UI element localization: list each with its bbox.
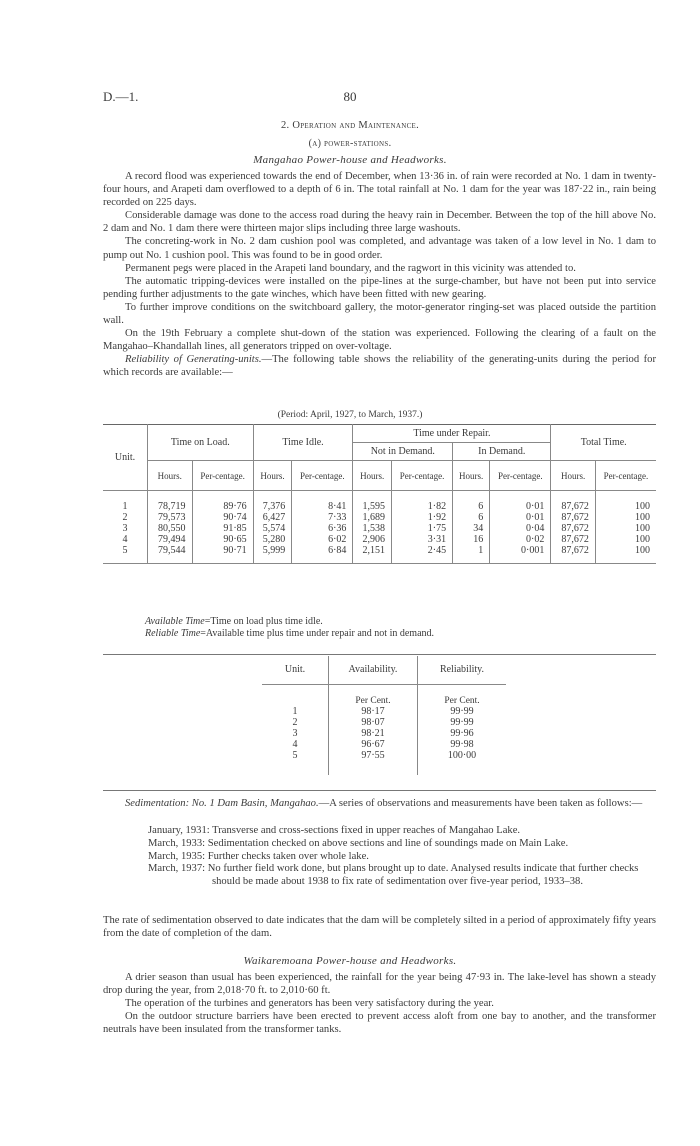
table-cell: 6 (453, 512, 490, 523)
table-cell: 78,719 (148, 501, 193, 512)
table-cell: 5,280 (253, 534, 292, 545)
table-cell: 6,427 (253, 512, 292, 523)
availability-table (262, 656, 506, 775)
mangahao-heading: Mangahao Power-house and Headworks. (253, 154, 447, 166)
page-number: 80 (343, 89, 357, 104)
table-cell: 4 (292, 739, 298, 750)
col-header-hours: Hours. (453, 461, 490, 491)
table-cell: 87,672 (551, 534, 596, 545)
paragraph: On the outdoor structure barriers have been erected to prevent access aloft from one bay to another, and the transformer neutrals have been insulated from the transformer tanks. (103, 1011, 656, 1036)
col-header-in-demand: In Demand. (453, 443, 551, 461)
col-header-under-repair: Time under Repair. (353, 425, 551, 443)
sedimentation-conclusion (103, 914, 656, 940)
list-item: March, 1933: Sedimentation checked on above sections and line of soundings made on Main Lake. (148, 837, 569, 849)
col-header-total-time: Total Time. (551, 425, 656, 461)
definition-available (145, 616, 434, 628)
sedimentation-intro (103, 797, 656, 810)
section-title: 2. Operation and Maintenance. (280, 120, 420, 131)
table-cell: 6·84 (292, 545, 353, 556)
col-header-reliability: Reliability. (418, 656, 507, 684)
table-cell: 1 (122, 500, 128, 512)
table-cell: 6·36 (292, 523, 353, 534)
table-cell: 3 (292, 728, 298, 739)
table-cell: 1,595 (353, 501, 392, 512)
table-cell: 99·99 (418, 706, 507, 717)
table-cell: 79,573 (148, 512, 193, 523)
table-cell: 8·41 (292, 501, 353, 512)
table-cell: 1·92 (391, 512, 452, 523)
table-row (103, 534, 656, 545)
table-cell: 87,672 (551, 512, 596, 523)
table-cell: 87,672 (551, 545, 596, 556)
table-row (262, 739, 506, 750)
col-header-hours: Hours. (353, 461, 392, 491)
table-cell: 7,376 (253, 501, 292, 512)
col-header-not-in-demand: Not in Demand. (353, 443, 453, 461)
table-cell: 99·96 (418, 728, 507, 739)
col-header-hours: Hours. (551, 461, 596, 491)
paragraph: The concreting-work in No. 2 dam cushion pool was completed, and advantage was taken of a low level in No. 1 dam to pump out No. 1 cushion pool. This was found to be in good order. (103, 236, 656, 261)
sedimentation-text: —A series of observations and measurements have been taken as follows:— (318, 798, 643, 809)
def-available: =Time on load plus time idle. (204, 616, 323, 627)
table-row (262, 717, 506, 728)
table-cell: 0·04 (490, 523, 551, 534)
table-row (103, 523, 656, 534)
paragraph: To further improve conditions on the switchboard gallery, the motor-generator ringing-set was placed outside the partition wall. (103, 301, 656, 327)
table-cell: 100 (595, 523, 656, 534)
reliability-lead: Reliability of Generating-units. (125, 354, 262, 366)
paragraph: A drier season than usual has been experienced, the rainfall for the year being 47·93 in. The lake-level has shown a steady drop during the year, from 2,018·70 ft. to 2,010·60 ft. (103, 972, 656, 997)
col-header-unit: Unit. (284, 664, 306, 676)
term-reliable: Reliable Time (145, 628, 201, 639)
list-item: March, 1935: Further checks taken over whole lake. (148, 850, 369, 862)
table-cell: 100 (595, 534, 656, 545)
table-cell: 3 (122, 522, 128, 534)
table-cell: 34 (453, 523, 490, 534)
col-header-percentage: Per-centage. (292, 461, 353, 491)
table-cell: 91·85 (192, 523, 253, 534)
col-header-time-on-load: Time on Load. (148, 425, 254, 461)
sedimentation-list (148, 825, 656, 889)
reliability-table (103, 424, 656, 564)
table-cell: 87,672 (551, 501, 596, 512)
subsection-title: (a) power-stations. (308, 138, 392, 149)
table-cell: 100 (595, 545, 656, 556)
table-cell: 0·01 (490, 501, 551, 512)
table-cell: 89·76 (192, 501, 253, 512)
table-cell: 100·00 (418, 750, 507, 761)
paragraph: The automatic tripping-devices were installed on the pipe-lines at the surge-chamber, but have not been put into service pending further adjustments to the gate winches, which have been fitted with new gearing. (103, 275, 656, 300)
waikaremoana-heading: Waikaremoana Power-house and Headworks. (243, 955, 457, 967)
table2-top-rule (103, 654, 656, 655)
table-cell: 3·31 (391, 534, 452, 545)
col-header-percentage: Per-centage. (490, 461, 551, 491)
paragraph: Permanent pegs were placed in the Arapeti land boundary, and the ragwort in this vicinity was attended to. (125, 262, 576, 274)
table-cell: 6 (453, 501, 490, 512)
list-item: January, 1931: Transverse and cross-sections fixed in upper reaches of Mangahao Lake. (148, 825, 521, 836)
unit-percent: Per Cent. (329, 684, 418, 706)
col-header-time-idle: Time Idle. (253, 425, 353, 461)
list-item: March, 1937: No further field work done, but plans brought up to date. Analysed results indicate that further checks should be made about 1938 to fix rate of sedimentation over five-year period, 1933–38. (148, 863, 639, 888)
table-cell: 2·45 (391, 545, 452, 556)
table-cell: 5,999 (253, 545, 292, 556)
table-cell: 1·75 (391, 523, 452, 534)
table-cell: 2 (122, 511, 128, 523)
table-cell: 96·67 (329, 739, 418, 750)
document-code: D.—1. (103, 89, 139, 104)
table-cell: 79,494 (148, 534, 193, 545)
table-cell: 0·001 (490, 545, 551, 556)
table-cell: 99·98 (418, 739, 507, 750)
table-cell: 1·82 (391, 501, 452, 512)
table-cell: 97·55 (329, 750, 418, 761)
table-cell: 1,689 (353, 512, 392, 523)
table-row (103, 512, 656, 523)
def-reliable: =Available time plus time under repair and not in demand. (200, 628, 435, 639)
table-cell: 2 (292, 717, 298, 728)
table-cell: 16 (453, 534, 490, 545)
table2-bottom-rule (103, 790, 656, 791)
table-row (262, 750, 506, 761)
table-cell: 99·99 (418, 717, 507, 728)
table-cell: 2,906 (353, 534, 392, 545)
paragraph: On the 19th February a complete shut-down of the station was experienced. Following the clearing of a fault on the Mangahao–Khandallah lines, all generators tripped on over-voltage. (103, 328, 656, 353)
sedimentation-lead: Sedimentation: No. 1 Dam Basin, Mangahao. (125, 798, 319, 809)
table-cell: 98·17 (329, 706, 418, 717)
table-cell: 90·74 (192, 512, 253, 523)
mangahao-text (103, 170, 656, 380)
definitions (145, 616, 434, 640)
table-row (262, 728, 506, 739)
table-cell: 4 (122, 533, 128, 545)
table-cell: 100 (595, 512, 656, 523)
unit-percent: Per Cent. (418, 684, 507, 706)
table-cell: 1 (292, 706, 298, 717)
col-header-percentage: Per-centage. (595, 461, 656, 491)
table-cell: 1,538 (353, 523, 392, 534)
availability-table-body (262, 706, 506, 761)
col-header-hours: Hours. (148, 461, 193, 491)
col-header-availability: Availability. (329, 656, 418, 684)
col-header-unit: Unit. (103, 425, 148, 491)
table-cell: 2,151 (353, 545, 392, 556)
col-header-percentage: Per-centage. (391, 461, 452, 491)
table-row (262, 706, 506, 717)
table-cell: 5 (292, 750, 298, 761)
term-available: Available Time (145, 616, 205, 627)
table-cell: 6·02 (292, 534, 353, 545)
period-caption: (Period: April, 1927, to March, 1937.) (277, 410, 423, 420)
paragraph: A record flood was experienced towards the end of December, when 13·36 in. of rain were recorded at No. 1 dam in twenty-four hours, and Arapeti dam overflowed to a depth of 6 in. The total rainfall at No. 1 dam for the year was 187·22 in., rain being recorded on 225 days. (103, 171, 656, 209)
table-cell: 1 (453, 545, 490, 556)
paragraph: Considerable damage was done to the access road during the heavy rain in December. Between the top of the hill above No. 2 dam and No. 1 dam there were thirteen major slips including three large washouts. (103, 210, 656, 235)
table-cell: 0·01 (490, 512, 551, 523)
col-header-percentage: Per-centage. (192, 461, 253, 491)
table-cell: 7·33 (292, 512, 353, 523)
table-row (103, 545, 656, 556)
table-cell: 98·07 (329, 717, 418, 728)
waikaremoana-text (103, 971, 656, 1036)
reliability-table-body (103, 501, 656, 556)
table-cell: 90·65 (192, 534, 253, 545)
paragraph: The operation of the turbines and generators has been very satisfactory during the year. (125, 998, 494, 1010)
table-cell: 0·02 (490, 534, 551, 545)
table-cell: 5 (122, 544, 128, 556)
table-cell: 100 (595, 501, 656, 512)
table-cell: 98·21 (329, 728, 418, 739)
definition-reliable (145, 628, 434, 640)
table-cell: 87,672 (551, 523, 596, 534)
table-cell: 90·71 (192, 545, 253, 556)
paragraph: The rate of sedimentation observed to date indicates that the dam will be completely silted in a period of approximately fifty years from the date of completion of the dam. (103, 915, 656, 940)
table-cell: 5,574 (253, 523, 292, 534)
col-header-hours: Hours. (253, 461, 292, 491)
table-cell: 80,550 (148, 523, 193, 534)
reliability-text: —The following table shows the reliability of the generating-units during the period for which records are available:— (103, 354, 656, 379)
table-row (103, 501, 656, 512)
table-cell: 79,544 (148, 545, 193, 556)
reliability-intro (103, 353, 656, 379)
